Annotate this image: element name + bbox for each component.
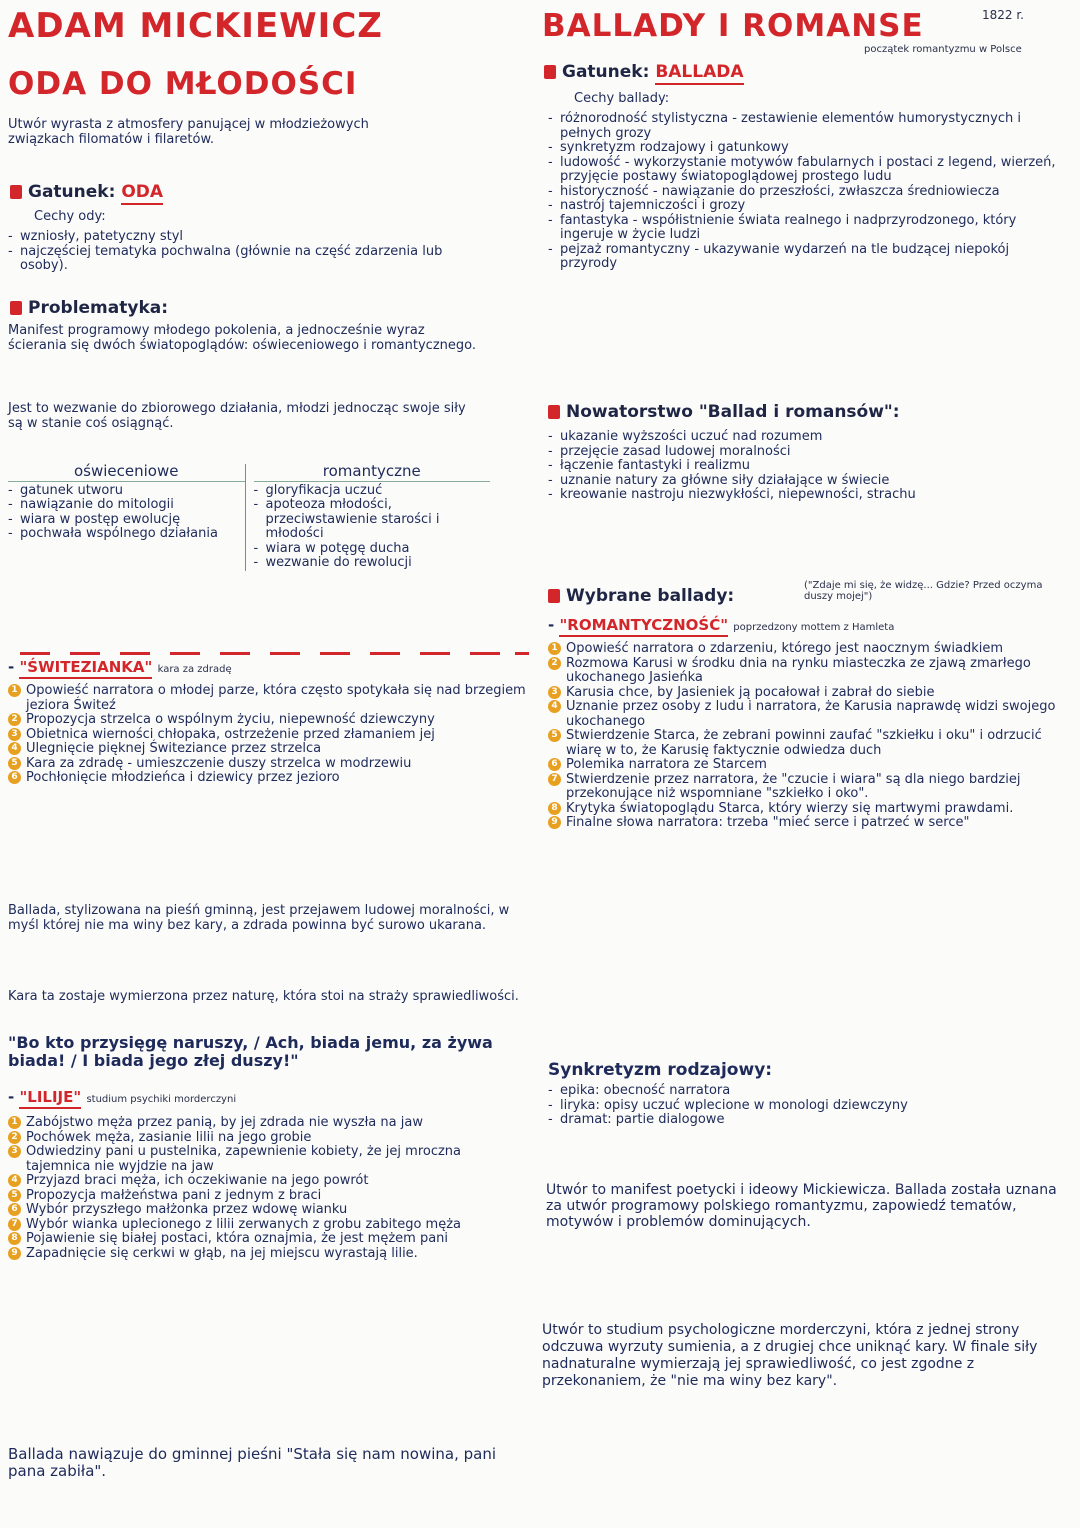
table-cell: - wezwanie do rewolucji (254, 556, 491, 571)
list-item: 8 Krytyka światopoglądu Starca, który wierzy się martwymi prawdami. (548, 802, 1068, 817)
separator-dash (170, 652, 200, 655)
lilije-title: "LILIJE" (19, 1088, 81, 1109)
separator-dash (470, 652, 500, 655)
list-item: - historyczność - nawiązanie do przeszłości, zwłaszcza średniowiecza (548, 185, 1068, 200)
list-item: - wzniosły, patetyczny styl (8, 230, 468, 245)
list-item: 3 Karusia chce, by Jasieniek ją pocałował i zabrał do siebie (548, 686, 1068, 701)
list-item: 1 Zabójstwo męża przez panią, by jej zdrada nie wyszła na jaw (8, 1116, 528, 1131)
intro-text: Utwór wyrasta z atmosfery panującej w młodzieżowych związkach filomatów i filaretów. (8, 117, 369, 147)
switezianka-heading: - "ŚWITEZIANKA" kara za zdradę (8, 658, 232, 676)
ballad-genre-value: BALLADA (655, 62, 743, 85)
table-header: oświeceniowe (8, 464, 245, 482)
list-item: 4 Uznanie przez osoby z ludu i narratora, że Karusia naprawdę widzi swojego ukochanego (548, 700, 1068, 729)
list-item: 7 Stwierdzenie przez narratora, że "czucie i wiara" są dla niego bardziej przekonujące niż wspomniane "szkiełko i oko". (548, 773, 1068, 802)
list-item: 4 Ulegnięcie pięknej Świteziance przez strzelca (8, 742, 528, 757)
list-item: 5 Kara za zdradę - umieszczenie duszy strzelca w modrzewiu (8, 757, 528, 772)
list-item: - fantastyka - współistnienie świata realnego i nadprzyrodzonego, który ingeruje w życie ludzi (548, 214, 1068, 243)
romantycznosc-heading: - "ROMANTYCZNOŚĆ" poprzedzony mottem z Hamleta (548, 616, 894, 634)
separator-dash (120, 652, 150, 655)
ballad-features-label: Cechy ballady: (574, 91, 670, 106)
list-item: 8 Pojawienie się białej postaci, która oznajmia, że jest mężem pani (8, 1232, 528, 1247)
separator-dash (270, 652, 300, 655)
separator-dash (370, 652, 400, 655)
romantycznosc-title: "ROMANTYCZNOŚĆ" (559, 616, 728, 637)
list-item: - epika: obecność narratora (548, 1084, 1048, 1099)
list-item: - ukazanie wyższości uczuć nad rozumem (548, 430, 1058, 445)
list-item: - przejęcie zasad ludowej moralności (548, 445, 1058, 460)
romantycznosc-list (548, 642, 1068, 831)
features-label: Cechy ody: (34, 209, 106, 224)
ballady-title: BALLADY I ROMANSE (542, 8, 924, 44)
list-item: 2 Rozmowa Karusi w środku dnia na rynku miasteczka ze zjawą zmarłego ukochanego Jasieńka (548, 657, 1068, 686)
table-cell: - pochwała wspólnego działania (8, 527, 245, 542)
list-item: 3 Odwiedziny pani u pustelnika, zapewnienie kobiety, że jej mroczna tajemnica nie wyjdzie na jaw (8, 1145, 528, 1174)
author-title: ADAM MICKIEWICZ (8, 6, 383, 46)
synkretyzm-list (548, 1084, 1048, 1128)
switezianka-list (8, 684, 528, 786)
separator-dash (220, 652, 250, 655)
list-item: - łączenie fantastyki i realizmu (548, 459, 1058, 474)
list-item: - kreowanie nastroju niezwykłości, niepewności, strachu (548, 488, 1058, 503)
list-item: 1 Opowieść narratora o zdarzeniu, którego jest naocznym świadkiem (548, 642, 1068, 657)
work-title: ODA DO MŁODOŚCI (8, 66, 358, 102)
list-item: 9 Finalne słowa narratora: trzeba "mieć serce i patrzeć w serce" (548, 816, 1068, 831)
ballad-features-list (548, 112, 1068, 272)
separator-dash (320, 652, 350, 655)
list-item: - ludowość - wykorzystanie motywów fabularnych i postaci z legend, wierzeń, przyjęcie postawy światopoglądowej prostego ludu (548, 156, 1068, 185)
romantycznosc-note: poprzedzony mottem z Hamleta (733, 622, 895, 633)
switezianka-title: "ŚWITEZIANKA" (19, 658, 152, 679)
table-column-romantic (246, 464, 491, 571)
list-item: 3 Obietnica wierności chłopaka, ostrzeżenie przed złamaniem jej (8, 728, 528, 743)
separator-dash (420, 652, 450, 655)
list-item: 2 Pochówek męża, zasianie lilii na jego grobie (8, 1131, 528, 1146)
synkretyzm-heading: Synkretyzm rodzajowy: (548, 1060, 773, 1080)
list-item: - synkretyzm rodzajowy i gatunkowy (548, 141, 1068, 156)
list-item: 2 Propozycja strzelca o wspólnym życiu, niepewność dziewczyny (8, 713, 528, 728)
switezianka-summary: Ballada, stylizowana na pieśń gminną, jest przejawem ludowej moralności, w myśl której nie ma winy bez kary, a zdrada powinna być surowo ukarana. (8, 903, 510, 933)
red-square-icon (10, 185, 22, 199)
table-header: romantyczne (254, 464, 491, 482)
list-item: - najczęściej tematyka pochwalna (głównie na część zdarzenia lub osoby). (8, 245, 468, 274)
innovation-heading: Nowatorstwo "Ballad i romansów": (548, 402, 900, 422)
worldview-table (8, 464, 490, 571)
features-list (8, 230, 468, 274)
problem-heading: Problematyka: (10, 298, 168, 318)
list-item: - uznanie natury za główne siły działające w świecie (548, 474, 1058, 489)
genre-value: ODA (121, 182, 163, 205)
table-cell: - wiara w potęgę ducha (254, 542, 491, 557)
lilije-heading: - "LILIJE" studium psychiki morderczyni (8, 1088, 236, 1106)
red-square-icon (544, 65, 556, 79)
genre-heading: Gatunek: ODA (10, 182, 163, 202)
list-item: 9 Zapadnięcie się cerkwi w głąb, na jej miejscu wyrastają lilie. (8, 1247, 528, 1262)
selected-heading: Wybrane ballady: (548, 586, 734, 606)
red-square-icon (10, 301, 22, 315)
switezianka-quote: "Bo kto przysięgę naruszy, / Ach, biada jemu, za żywa biada! / I biada jego złej duszy!" (8, 1033, 493, 1070)
list-item: 1 Opowieść narratora o młodej parze, która często spotykała się nad brzegiem jeziora Świteź (8, 684, 528, 713)
lilije-analysis: Utwór to studium psychologiczne morderczyni, która z jednej strony odczuwa wyrzuty sumienia, a z drugiej chce uniknąć kary. W finale siły nadnaturalne wymierzają jej sprawiedliwość, co jest zgodne z przekonaniem, że "nie ma winy bez kary". (542, 1322, 1038, 1389)
innovation-list (548, 430, 1058, 503)
ballad-genre-heading: Gatunek: BALLADA (544, 62, 744, 82)
problem-text: Manifest programowy młodego pokolenia, a jednocześnie wyraz ścierania się dwóch światopoglądów: oświeceniowego i romantycznego. (8, 323, 476, 353)
table-cell: - gloryfikacja uczuć (254, 484, 491, 499)
list-item: 6 Polemika narratora ze Starcem (548, 758, 1068, 773)
list-item: 5 Stwierdzenie Starca, że zebrani powinni zaufać "szkiełku i oku" i odrzucić wiarę w to, że Karusię faktycznie odwiedza duch (548, 729, 1068, 758)
lilije-summary: Ballada nawiązuje do gminnej pieśni "Stała się nam nowina, pani pana zabiła". (8, 1445, 496, 1480)
list-item: - nastrój tajemniczości i grozy (548, 199, 1068, 214)
list-item: - dramat: partie dialogowe (548, 1113, 1048, 1128)
separator-dash (70, 652, 100, 655)
year-note: początek romantyzmu w Polsce (864, 44, 1022, 55)
list-item: - liryka: opisy uczuć wplecione w monologi dziewczyny (548, 1099, 1048, 1114)
list-item: 7 Wybór wianka uplecionego z lilii zerwanych z grobu zabitego męża (8, 1218, 528, 1233)
red-square-icon (548, 589, 560, 603)
table-cell: - wiara w postęp ewolucję (8, 513, 245, 528)
romantycznosc-summary: Utwór to manifest poetycki i ideowy Mickiewicza. Ballada została uznana za utwór programowy polskiego romantyzmu, zapowiedź tematów, motywów i problemów dominujących. (546, 1182, 1057, 1230)
list-item: 5 Propozycja małżeństwa pani z jednym z braci (8, 1189, 528, 1204)
lilije-list (8, 1116, 528, 1261)
list-item: - różnorodność stylistyczna - zestawienie elementów humorystycznych i pełnych grozy (548, 112, 1068, 141)
list-item: 6 Wybór przyszłego małżonka przez wdowę wianku (8, 1203, 528, 1218)
problem-text-2: Jest to wezwanie do zbiorowego działania, młodzi jednocząc swoje siły są w stanie coś osiągnąć. (8, 401, 466, 431)
switezianka-note: kara za zdradę (157, 664, 232, 675)
table-cell: - gatunek utworu (8, 484, 245, 499)
table-cell: - nawiązanie do mitologii (8, 498, 245, 513)
selected-note: ("Zdaje mi się, że widzę... Gdzie? Przed oczyma duszy mojej") (804, 580, 1043, 602)
table-column-enlightenment (8, 464, 246, 571)
year: 1822 r. (982, 8, 1024, 22)
red-square-icon (548, 405, 560, 419)
list-item: - pejzaż romantyczny - ukazywanie wydarzeń na tle budzącej niepokój przyrody (548, 243, 1068, 272)
list-item: 6 Pochłonięcie młodzieńca i dziewicy przez jezioro (8, 771, 528, 786)
list-item: 4 Przyjazd braci męża, ich oczekiwanie na jego powrót (8, 1174, 528, 1189)
separator-dash (515, 652, 529, 655)
table-cell: - apoteoza młodości, przeciwstawienie starości i młodości (254, 498, 491, 542)
lilije-note: studium psychiki morderczyni (86, 1094, 237, 1105)
switezianka-summary-2: Kara ta zostaje wymierzona przez naturę, która stoi na straży sprawiedliwości. (8, 989, 519, 1004)
separator-dash (20, 652, 50, 655)
